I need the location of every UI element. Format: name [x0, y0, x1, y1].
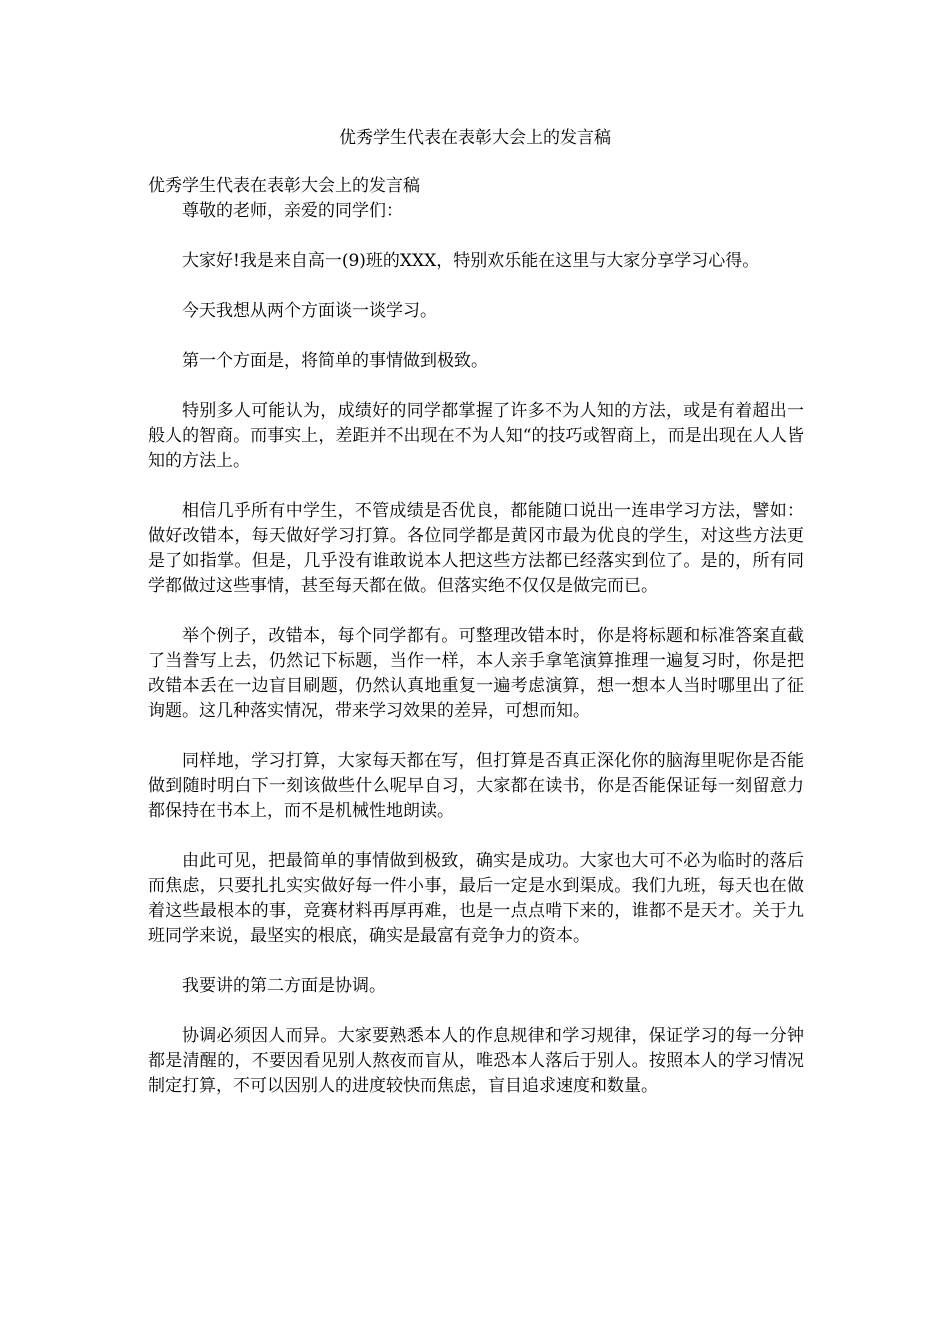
paragraph: 大家好!我是来自高一(9)班的XXX，特别欢乐能在这里与大家分享学习心得。	[182, 251, 760, 271]
paragraph: 我要讲的第二方面是协调。	[182, 976, 386, 996]
paragraph: 今天我想从两个方面谈一谈学习。	[182, 301, 437, 321]
document-title: 优秀学生代表在表彰大会上的发言稿	[339, 128, 611, 148]
paragraph: 协调必须因人而异。大家要熟悉本人的作息规律和学习规律，保证学习的每一分钟都是清醒的，不要因看见别人熬夜而盲从，唯恐本人落后于别人。按照本人的学习情况制定打算，不可以因别人的进度较快而焦虑，盲目追求速度和数量。	[148, 1026, 804, 1096]
paragraph: 特别多人可能认为，成绩好的同学都掌握了许多不为人知的方法，或是有着超出一般人的智商。而事实上，差距并不出现在不为人知“的技巧或智商上，而是出现在人人皆知的方法上。	[148, 401, 804, 471]
document-body	[148, 174, 804, 1124]
paragraph: 举个例子，改错本，每个同学都有。可整理改错本时，你是将标题和标准答案直截了当誊写上去，仍然记下标题，当作一样，本人亲手拿笔演算推理一遍复习时，你是把改错本丢在一边盲目刷题，仍然认真地重复一遍考虑演算，想一想本人当时哪里出了征询题。这几种落实情况，带来学习效果的差异，可想而知。	[148, 626, 804, 721]
paragraph: 同样地，学习打算，大家每天都在写，但打算是否真正深化你的脑海里呢你是否能做到随时明白下一刻该做些什么呢早自习，大家都在读书，你是否能保证每一刻留意力都保持在书本上，而不是机械性地朗读。	[148, 751, 804, 821]
paragraph: 由此可见，把最简单的事情做到极致，确实是成功。大家也大可不必为临时的落后而焦虑，只要扎扎实实做好每一件小事，最后一定是水到渠成。我们九班，每天也在做着这些最根本的事，竞赛材料再厚再难，也是一点点啃下来的，谁都不是天才。关于九班同学来说，最坚实的根底，确实是最富有竞争力的资本。	[148, 851, 804, 946]
paragraph: 第一个方面是，将简单的事情做到极致。	[182, 351, 488, 371]
paragraph: 相信几乎所有中学生，不管成绩是否优良，都能随口说出一连串学习方法，譬如：做好改错本，每天做好学习打算。各位同学都是黄冈市最为优良的学生，对这些方法更是了如指掌。但是，几乎没有谁敢说本人把这些方法都已经落实到位了。是的，所有同学都做过这些事情，甚至每天都在做。但落实绝不仅仅是做完而已。	[148, 501, 804, 596]
document-subtitle: 优秀学生代表在表彰大会上的发言稿	[148, 176, 420, 196]
greeting-line: 尊敬的老师，亲爱的同学们：	[182, 201, 403, 221]
